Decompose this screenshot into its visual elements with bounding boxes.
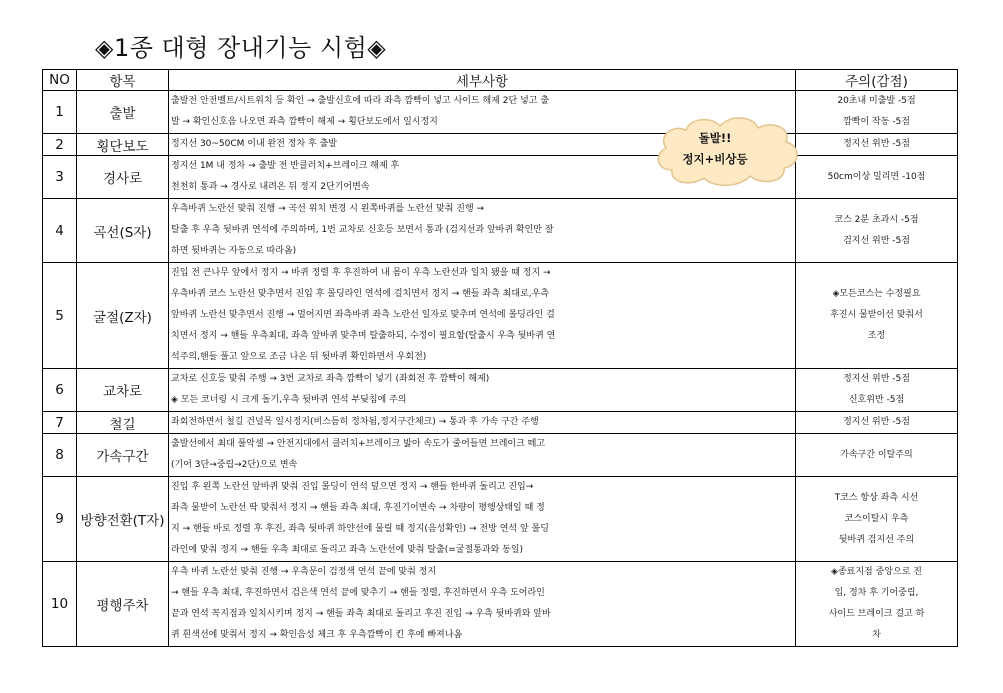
row-number: 9 (43, 477, 77, 562)
row-note (796, 369, 958, 412)
detail-line: 좌측 물받이 노란선 딱 맞춰서 정지 → 핸들 좌측 최대, 후진기어변속 → 차량이 평행상태일 때 정 (171, 503, 545, 513)
note-line: 후진시 물받이선 맞춰서 (830, 310, 923, 320)
note-line: T코스 항상 좌측 시선 (834, 492, 919, 503)
row-number: 8 (43, 434, 77, 477)
callout-line-2: 정지+비상등 (682, 152, 748, 166)
row-detail (169, 263, 796, 369)
row-number: 2 (43, 134, 77, 156)
row-note (796, 91, 958, 134)
row-detail (169, 562, 796, 647)
note-line: 코스 2분 초과시 -5점 (834, 214, 919, 225)
note-line: 신호위반 -5점 (848, 395, 905, 405)
row-detail (169, 477, 796, 562)
row-note (796, 477, 958, 562)
detail-line: 석주의,핸들 풀고 앞으로 조금 나온 뒤 뒷바퀴 확인하면서 우회전) (171, 352, 427, 362)
detail-line: 끝과 연석 꼭지점과 일치시키며 정지 → 핸들 좌측 최대로 돌리고 후진 진입 → 우측 뒷바퀴와 앞바 (171, 609, 551, 619)
detail-line: 출발선에서 최대 풀악셀 → 안전지대에서 클러치+브레이크 밟아 속도가 줄어들면 브레이크 떼고 (171, 439, 546, 449)
callout-line-1: 돌발!! (698, 131, 732, 145)
note-line: 조정 (867, 331, 886, 341)
detail-line: (기어 3단→중립→2단)으로 변속 (171, 460, 298, 470)
detail-line: 정지선 1M 내 정차 → 출발 전 반클러치+브레이크 해제 후 (171, 161, 400, 171)
row-item: 횡단보도 (77, 134, 169, 156)
note-line: 정지선 위반 -5점 (843, 417, 910, 427)
table-row (43, 434, 958, 477)
row-note (796, 263, 958, 369)
detail-line: 우측바퀴 노란선 맞춰 진행 → 곡선 위치 변경 시 왼쪽바퀴를 노란선 맞춰 진행 → (171, 204, 485, 214)
cloud-callout (650, 128, 780, 170)
table-row (43, 134, 958, 156)
detail-line: 교차로 신호등 맞춰 주행 → 3번 교차로 좌측 깜빡이 넣기 (좌회전 후 깜빡이 해제) (171, 374, 490, 384)
note-line: 가속구간 이탈주의 (840, 449, 913, 460)
row-item: 방향전환(T자) (77, 477, 169, 562)
detail-line: 천천히 통과 → 경사로 내려온 뒤 정지 2단기어변속 (171, 182, 370, 192)
row-detail (169, 199, 796, 263)
detail-line: 우측 바퀴 노란선 맞춰 진행 → 우측문이 검정색 연석 끝에 맞춰 정지 (171, 567, 437, 577)
detail-line: ◈ 모든 코너링 시 크게 돌기,우측 뒷바퀴 연석 부딪침에 주의 (171, 395, 407, 405)
table-row (43, 369, 958, 412)
page-title: ◈1종 대형 장내기능 시험◈ (95, 34, 387, 62)
header-detail: 세부사항 (169, 70, 796, 91)
header-no: NO (43, 70, 77, 91)
note-line: 정지선 위반 -5점 (843, 139, 910, 149)
table-row (43, 263, 958, 369)
note-line: 20초내 미출발 -5점 (837, 96, 916, 106)
detail-line: 라인에 맞춰 정지 → 핸들 우측 최대로 돌리고 좌측 노란선에 맞춰 탈출(=굴절통과와 동일) (171, 545, 524, 555)
row-note (796, 562, 958, 647)
row-note (796, 134, 958, 156)
row-item: 굴절(Z자) (77, 263, 169, 369)
row-item: 평행주차 (77, 562, 169, 647)
note-line: 50cm이상 밀리면 -10점 (827, 171, 926, 182)
table-row (43, 477, 958, 562)
row-number: 6 (43, 369, 77, 412)
row-number: 1 (43, 91, 77, 134)
note-line: ◈종료지점 중앙으로 진 (831, 567, 922, 577)
row-item: 철길 (77, 412, 169, 434)
row-detail (169, 434, 796, 477)
detail-line: → 핸들 우측 최대, 후진하면서 검은색 연석 끝에 맞추기 → 핸들 정렬, 후진하면서 우측 도어라인 (171, 588, 545, 598)
detail-line: 퀴 흰색선에 맞춰서 정지 → 확인음성 체크 후 우측깜빡이 킨 후에 빠져나옴 (171, 630, 463, 640)
note-line: 깜빡이 작동 -5점 (843, 117, 910, 127)
detail-line: 치면서 정지 → 핸들 우측최대, 좌측 앞바퀴 맞추며 탈출하되, 수정이 필요함(탈출시 우측 뒷바퀴 연 (171, 331, 556, 341)
note-line: 차 (872, 630, 881, 640)
note-line: 입, 정차 후 기어중립, (834, 588, 919, 598)
detail-line: 앞바퀴 노란선 맞추면서 진행 → 멀어지면 좌측바퀴 좌측 노란선 일자로 맞추며 연석에 몰딩라인 걸 (171, 310, 555, 320)
row-number: 7 (43, 412, 77, 434)
table-row (43, 91, 958, 134)
detail-line: 좌회전하면서 철길 건널목 일시정지(비스듬히 정차됨,정지구간체크) → 통과 후 가속 구간 주행 (171, 417, 539, 427)
table-row (43, 156, 958, 199)
row-number: 3 (43, 156, 77, 199)
detail-line: 정지선 30~50CM 이내 완전 정차 후 출발 (171, 139, 337, 149)
row-item: 곡선(S자) (77, 199, 169, 263)
table-row (43, 562, 958, 647)
row-item: 출발 (77, 91, 169, 134)
table-row (43, 199, 958, 263)
detail-line: 지 → 핸들 바로 정렬 후 후진, 좌측 뒷바퀴 하얀선에 물릴 때 정지(음성확인) → 전방 연석 앞 몰딩 (171, 524, 549, 534)
detail-line: 진입 후 왼쪽 노란선 앞바퀴 맞춰 진입 몰딩이 연석 덮으면 정지 → 핸들 한바퀴 돌리고 진입→ (171, 482, 534, 492)
note-line: 정지선 위반 -5점 (843, 374, 910, 384)
table-row (43, 412, 958, 434)
row-item: 경사로 (77, 156, 169, 199)
detail-line: 우측바퀴 코스 노란선 맞추면서 진입 후 몰딩라인 연석에 걸치면서 정지 → 핸들 좌측 최대로,우측 (171, 289, 549, 299)
detail-line: 탈출 후 우측 뒷바퀴 연석에 주의하며, 1번 교차로 신호등 보면서 통과 (검지선과 앞바퀴 확인만 잘 (171, 225, 554, 235)
detail-line: 진입 전 큰나무 앞에서 정지 → 바퀴 정렬 후 후진하여 내 몸이 우측 노란선과 일치 됐을 때 정지 → (171, 268, 551, 278)
row-note (796, 434, 958, 477)
note-line: 뒷바퀴 검지선 주의 (838, 534, 915, 545)
header-row (43, 70, 958, 91)
exam-table (42, 69, 958, 647)
header-note: 주의(감점) (796, 70, 958, 91)
row-detail (169, 412, 796, 434)
header-item: 항목 (77, 70, 169, 91)
detail-line: 하면 뒷바퀴는 자동으로 따라옴) (171, 246, 297, 256)
row-item: 가속구간 (77, 434, 169, 477)
note-line: 코스이탈시 우측 (844, 513, 909, 524)
note-line: 검지선 위반 -5점 (843, 235, 910, 246)
row-detail (169, 369, 796, 412)
detail-line: 발 → 확인신호음 나오면 좌측 깜빡이 해제 → 횡단보도에서 일시정지 (171, 117, 438, 127)
row-note (796, 412, 958, 434)
row-item: 교차로 (77, 369, 169, 412)
detail-line: 출발전 안전벨트/시트위치 등 확인 → 출발신호에 따라 좌측 깜빡이 넣고 사이드 해제 2단 넣고 출 (171, 96, 550, 106)
note-line: 사이드 브레이크 걸고 하 (828, 609, 925, 619)
row-number: 10 (43, 562, 77, 647)
row-note (796, 156, 958, 199)
row-note (796, 199, 958, 263)
row-number: 5 (43, 263, 77, 369)
row-number: 4 (43, 199, 77, 263)
note-line: ◈모든코스는 수정필요 (832, 289, 921, 299)
